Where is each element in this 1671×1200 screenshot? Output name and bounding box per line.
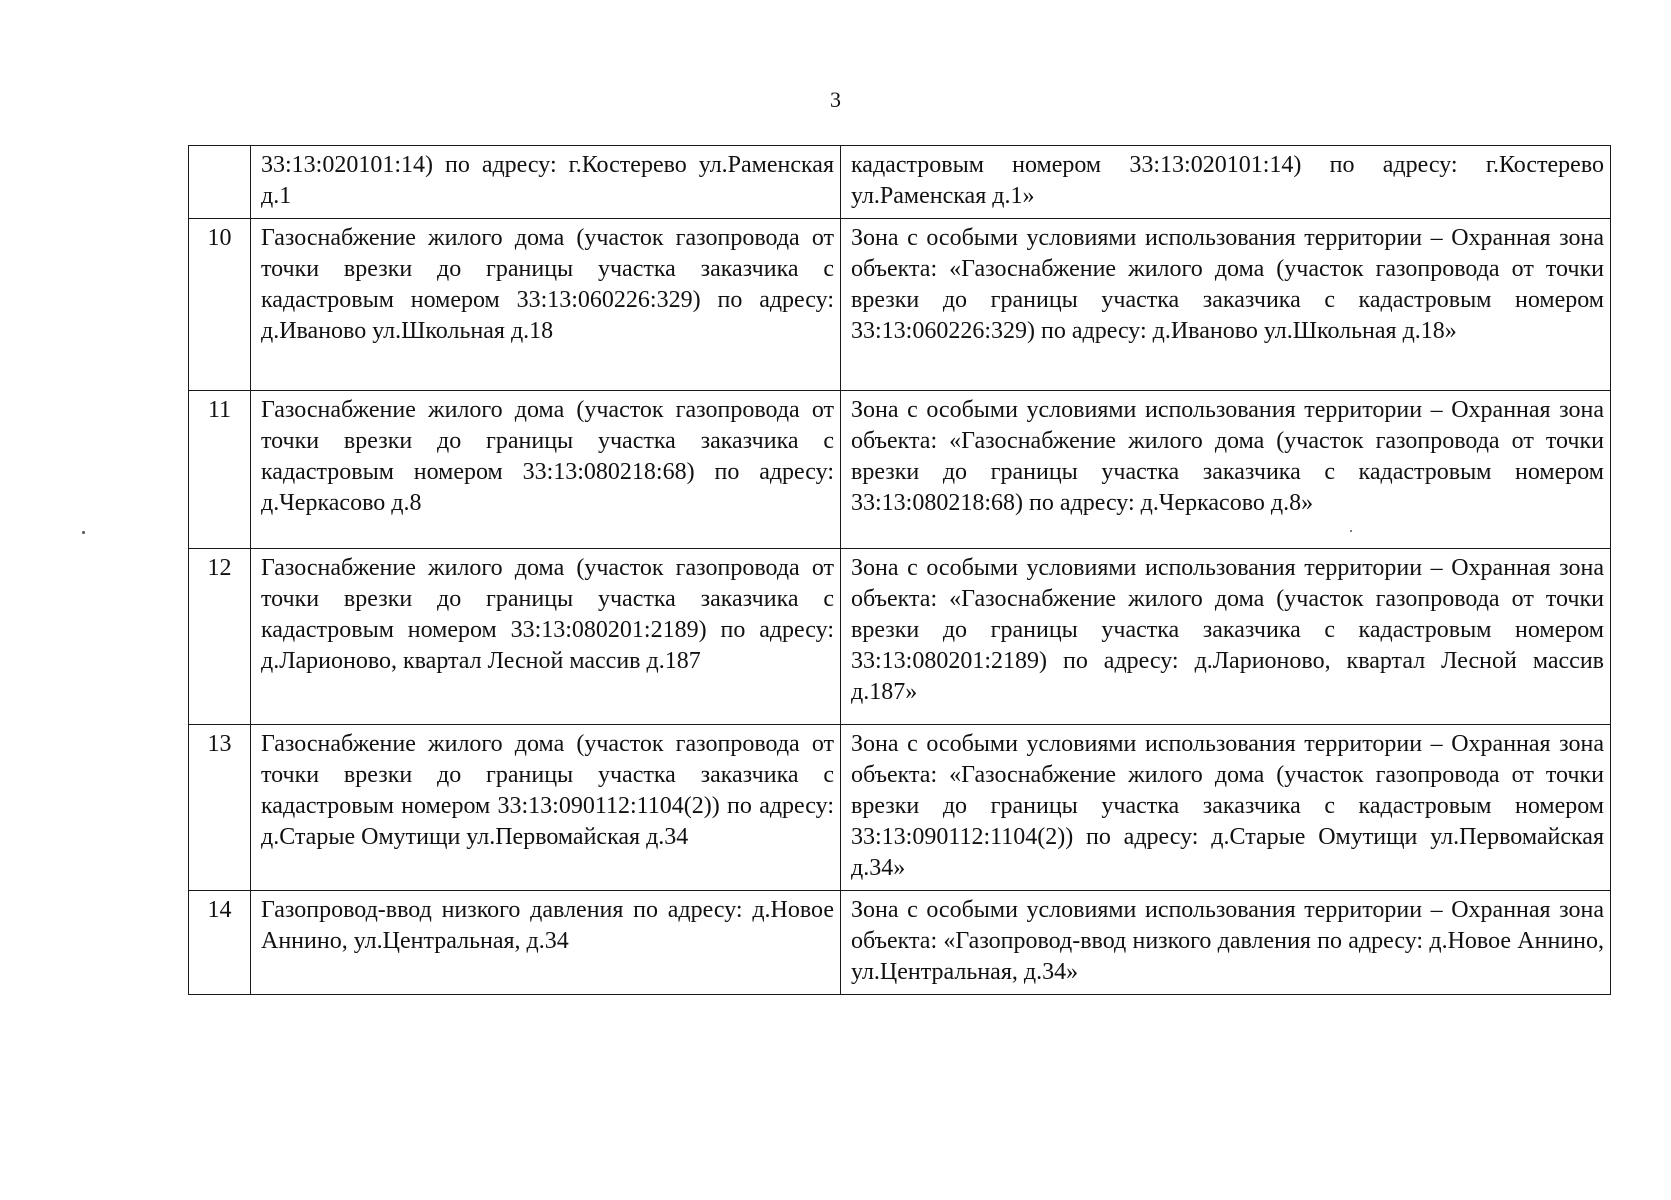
object-description: Газопровод-ввод низкого давления по адресу: д.Новое Аннино, ул.Центральная, д.34	[251, 891, 841, 995]
row-number: 13	[189, 725, 251, 891]
object-description: 33:13:020101:14) по адресу: г.Костерево ул.Раменская д.1	[251, 146, 841, 219]
object-description: Газоснабжение жилого дома (участок газопровода от точки врезки до границы участка заказчика с кадастровым номером 33:13:090112:1104(2)) по адресу: д.Старые Омутищи ул.Первомайская д.34	[251, 725, 841, 891]
row-number: 10	[189, 219, 251, 391]
zones-table	[188, 145, 1611, 995]
zone-description: Зона с особыми условиями использования территории – Охранная зона объекта: «Газоснабжение жилого дома (участок газопровода от точки врезки до границы участка заказчика с кадастровым номером 33:13:080201:2189) по адресу: д.Ларионово, квартал Лесной массив д.187»	[841, 549, 1611, 725]
row-number: 11	[189, 391, 251, 549]
table-row	[189, 391, 1611, 549]
scan-speck	[1350, 530, 1352, 532]
table-row	[189, 725, 1611, 891]
zone-description: Зона с особыми условиями использования территории – Охранная зона объекта: «Газоснабжение жилого дома (участок газопровода от точки врезки до границы участка заказчика с кадастровым номером 33:13:080218:68) по адресу: д.Черкасово д.8»	[841, 391, 1611, 549]
object-description: Газоснабжение жилого дома (участок газопровода от точки врезки до границы участка заказчика с кадастровым номером 33:13:060226:329) по адресу: д.Иваново ул.Школьная д.18	[251, 219, 841, 391]
table-row	[189, 219, 1611, 391]
object-description: Газоснабжение жилого дома (участок газопровода от точки врезки до границы участка заказчика с кадастровым номером 33:13:080218:68) по адресу: д.Черкасово д.8	[251, 391, 841, 549]
zone-description: кадастровым номером 33:13:020101:14) по адресу: г.Костерево ул.Раменская д.1»	[841, 146, 1611, 219]
zone-description: Зона с особыми условиями использования территории – Охранная зона объекта: «Газоснабжение жилого дома (участок газопровода от точки врезки до границы участка заказчика с кадастровым номером 33:13:060226:329) по адресу: д.Иваново ул.Школьная д.18»	[841, 219, 1611, 391]
zone-description: Зона с особыми условиями использования территории – Охранная зона объекта: «Газопровод-ввод низкого давления по адресу: д.Новое Аннино, ул.Центральная, д.34»	[841, 891, 1611, 995]
scan-speck	[82, 531, 85, 534]
table-row	[189, 891, 1611, 995]
zone-description: Зона с особыми условиями использования территории – Охранная зона объекта: «Газоснабжение жилого дома (участок газопровода от точки врезки до границы участка заказчика с кадастровым номером 33:13:090112:1104(2)) по адресу: д.Старые Омутищи ул.Первомайская д.34»	[841, 725, 1611, 891]
row-number: 12	[189, 549, 251, 725]
page-number: 3	[830, 87, 841, 112]
table-row	[189, 549, 1611, 725]
table-row	[189, 146, 1611, 219]
row-number	[189, 146, 251, 219]
object-description: Газоснабжение жилого дома (участок газопровода от точки врезки до границы участка заказчика с кадастровым номером 33:13:080201:2189) по адресу: д.Ларионово, квартал Лесной массив д.187	[251, 549, 841, 725]
row-number: 14	[189, 891, 251, 995]
